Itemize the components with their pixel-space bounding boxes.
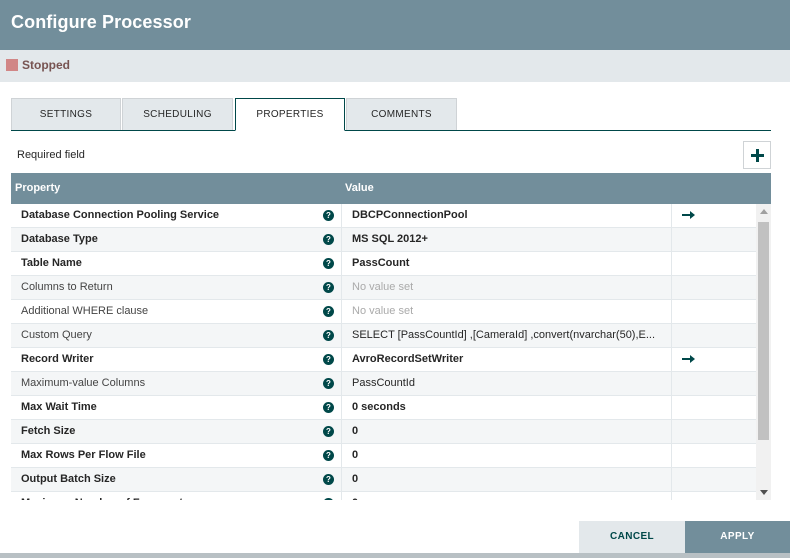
tab-settings[interactable]: SETTINGS bbox=[11, 98, 121, 130]
column-divider bbox=[671, 348, 672, 372]
property-row[interactable] bbox=[11, 276, 756, 300]
scroll-down-arrow-icon[interactable] bbox=[760, 490, 768, 495]
column-divider bbox=[671, 444, 672, 468]
column-divider bbox=[341, 204, 342, 228]
property-name: Max Rows Per Flow File bbox=[21, 449, 146, 461]
property-row[interactable] bbox=[11, 468, 756, 492]
help-icon[interactable]: ? bbox=[323, 234, 334, 245]
help-icon[interactable]: ? bbox=[323, 330, 334, 341]
help-icon[interactable]: ? bbox=[323, 402, 334, 413]
column-divider bbox=[341, 348, 342, 372]
column-divider bbox=[341, 300, 342, 324]
tab-scheduling[interactable]: SCHEDULING bbox=[122, 98, 233, 130]
help-icon[interactable]: ? bbox=[323, 210, 334, 221]
property-name: Columns to Return bbox=[21, 281, 113, 293]
column-divider bbox=[341, 252, 342, 276]
property-name: Fetch Size bbox=[21, 425, 76, 437]
property-value[interactable]: PassCountId bbox=[352, 377, 415, 389]
column-divider bbox=[341, 276, 342, 300]
column-divider bbox=[341, 228, 342, 252]
property-row[interactable] bbox=[11, 324, 756, 348]
property-row[interactable] bbox=[11, 420, 756, 444]
property-value[interactable]: No value set bbox=[352, 281, 414, 293]
column-divider bbox=[671, 204, 672, 228]
add-property-button[interactable] bbox=[743, 141, 771, 169]
table-scrollbar[interactable] bbox=[756, 204, 771, 500]
property-name: Maximum-value Columns bbox=[21, 377, 146, 389]
tab-bar bbox=[11, 98, 771, 131]
property-name: Database Type bbox=[21, 233, 98, 245]
help-icon[interactable]: ? bbox=[323, 426, 334, 437]
property-row[interactable] bbox=[11, 372, 756, 396]
column-divider bbox=[671, 252, 672, 276]
column-divider bbox=[341, 372, 342, 396]
help-icon[interactable]: ? bbox=[323, 306, 334, 317]
property-name: Output Batch Size bbox=[21, 473, 116, 485]
column-divider bbox=[341, 468, 342, 492]
help-icon[interactable]: ? bbox=[323, 474, 334, 485]
column-divider bbox=[671, 324, 672, 348]
dialog-title: Configure Processor bbox=[11, 12, 191, 32]
help-icon[interactable]: ? bbox=[323, 450, 334, 461]
column-header-property: Property bbox=[15, 182, 61, 194]
property-value[interactable]: 0 bbox=[352, 449, 359, 461]
column-divider bbox=[671, 468, 672, 492]
required-field-label: Required field bbox=[17, 149, 85, 161]
column-divider bbox=[671, 420, 672, 444]
go-to-service-arrow-icon[interactable] bbox=[681, 208, 697, 222]
plus-icon bbox=[751, 149, 764, 162]
property-value[interactable]: PassCount bbox=[352, 257, 410, 269]
property-row[interactable] bbox=[11, 300, 756, 324]
property-value[interactable]: MS SQL 2012+ bbox=[352, 233, 428, 245]
tab-comments[interactable]: COMMENTS bbox=[346, 98, 457, 130]
scroll-thumb[interactable] bbox=[758, 222, 769, 440]
column-divider bbox=[671, 276, 672, 300]
stopped-icon bbox=[6, 59, 18, 71]
column-divider bbox=[341, 396, 342, 420]
properties-table bbox=[11, 204, 756, 500]
column-divider bbox=[341, 324, 342, 348]
status-text: Stopped bbox=[22, 58, 70, 72]
property-row[interactable] bbox=[11, 396, 756, 420]
status-bar bbox=[0, 50, 790, 82]
property-value[interactable]: AvroRecordSetWriter bbox=[352, 353, 464, 365]
help-icon[interactable]: ? bbox=[323, 282, 334, 293]
property-value[interactable]: 0 bbox=[352, 425, 359, 437]
column-divider bbox=[341, 444, 342, 468]
column-divider bbox=[341, 420, 342, 444]
dialog-header bbox=[0, 0, 790, 50]
properties-table-header bbox=[11, 173, 771, 204]
column-divider bbox=[671, 372, 672, 396]
property-name: Table Name bbox=[21, 257, 82, 269]
property-name: Database Connection Pooling Service bbox=[21, 209, 220, 221]
property-value[interactable]: DBCPConnectionPool bbox=[352, 209, 468, 221]
help-icon[interactable]: ? bbox=[323, 378, 334, 389]
column-divider bbox=[671, 228, 672, 252]
property-value[interactable]: 0 seconds bbox=[352, 401, 406, 413]
apply-button[interactable]: APPLY bbox=[685, 521, 790, 553]
tab-properties[interactable]: PROPERTIES bbox=[235, 98, 345, 131]
property-value[interactable]: 0 bbox=[352, 473, 359, 485]
property-row[interactable] bbox=[11, 252, 756, 276]
cancel-button[interactable]: CANCEL bbox=[579, 521, 685, 553]
property-row[interactable] bbox=[11, 348, 756, 372]
scroll-up-arrow-icon[interactable] bbox=[760, 209, 768, 214]
property-row[interactable] bbox=[11, 228, 756, 252]
background-strip bbox=[0, 553, 790, 558]
help-icon[interactable]: ? bbox=[323, 354, 334, 365]
property-value[interactable]: No value set bbox=[352, 305, 414, 317]
property-value[interactable]: SELECT [PassCountId] ,[CameraId] ,convert(nvarchar(50),E... bbox=[352, 329, 656, 341]
property-row[interactable] bbox=[11, 204, 756, 228]
property-name: Additional WHERE clause bbox=[21, 305, 149, 317]
column-header-value: Value bbox=[345, 182, 374, 194]
help-icon[interactable]: ? bbox=[323, 258, 334, 269]
property-row[interactable] bbox=[11, 444, 756, 468]
column-divider bbox=[671, 396, 672, 420]
property-name: Custom Query bbox=[21, 329, 92, 341]
go-to-service-arrow-icon[interactable] bbox=[681, 352, 697, 366]
property-name: Max Wait Time bbox=[21, 401, 97, 413]
column-divider bbox=[671, 300, 672, 324]
property-name: Record Writer bbox=[21, 353, 94, 365]
